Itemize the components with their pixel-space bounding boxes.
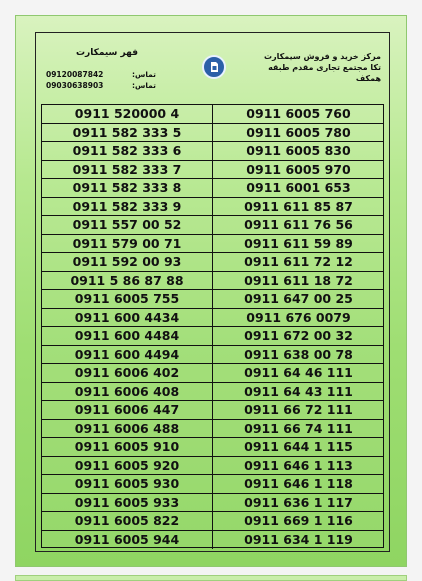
next-sheet-edge xyxy=(15,575,407,581)
number-cell-left: 0911 6006 488 xyxy=(42,420,213,439)
number-cell-right: 0911 646 1 113 xyxy=(213,457,384,476)
number-cell-right: 0911 6005 780 xyxy=(213,124,384,143)
phone-number-2: 09030638903 xyxy=(46,81,104,90)
number-cell-right: 0911 64 46 111 xyxy=(213,364,384,383)
number-cell-left: 0911 582 333 7 xyxy=(42,161,213,180)
number-cell-right: 0911 638 00 78 xyxy=(213,346,384,365)
number-cell-left: 0911 579 00 71 xyxy=(42,235,213,254)
phone-label-2: تماس: xyxy=(131,81,156,90)
number-cell-right: 0911 6005 760 xyxy=(213,105,384,124)
sheet-header xyxy=(36,33,389,99)
number-table xyxy=(41,104,384,548)
number-cell-left: 0911 600 4434 xyxy=(42,309,213,328)
number-cell-right: 0911 6001 653 xyxy=(213,179,384,198)
number-cell-right: 0911 6005 830 xyxy=(213,142,384,161)
price-list-sheet xyxy=(15,15,407,567)
number-cell-right: 0911 611 18 72 xyxy=(213,272,384,291)
number-cell-right: 0911 634 1 119 xyxy=(244,531,353,547)
number-cell-right: 0911 647 00 25 xyxy=(213,290,384,309)
phone-number-1: 09120087842 xyxy=(46,70,104,79)
number-cell-right: 0911 611 76 56 xyxy=(213,216,384,235)
number-cell-left: 0911 582 333 6 xyxy=(42,142,213,161)
number-cell-right: 0911 644 1 115 xyxy=(213,438,384,457)
number-cell-left: 0911 600 4484 xyxy=(42,327,213,346)
sim-card-logo-icon xyxy=(202,55,226,79)
number-cell-left: 0911 600 4494 xyxy=(42,346,213,365)
number-cell-left: 0911 6005 755 xyxy=(42,290,213,309)
sheet-frame xyxy=(35,32,390,552)
number-cell-left: 0911 520000 4 xyxy=(42,105,213,124)
number-cell-left: 0911 582 333 9 xyxy=(42,198,213,217)
shop-info xyxy=(251,51,381,84)
number-cell-right: 0911 611 85 87 xyxy=(213,198,384,217)
number-cell-right: 0911 646 1 118 xyxy=(213,475,384,494)
number-cell-left: 0911 557 00 52 xyxy=(42,216,213,235)
number-cell-right: 0911 611 59 89 xyxy=(213,235,384,254)
shop-name: مرکز خرید و فروش سیمکارت xyxy=(263,52,381,61)
number-cell-right: 0911 66 72 111 xyxy=(213,401,384,420)
number-cell-right: 0911 611 72 12 xyxy=(213,253,384,272)
phone-label-1: تماس: xyxy=(131,70,156,79)
number-cell-left: 0911 6005 944 xyxy=(42,531,213,550)
number-cell-right: 0911 636 1 117 xyxy=(213,494,384,513)
number-cell-left: 0911 6005 822 xyxy=(42,512,213,531)
number-cell-right: 0911 66 74 111 xyxy=(213,420,384,439)
number-cell-right: 0911 669 1 116 xyxy=(213,512,384,531)
number-cell-left: 0911 6006 447 xyxy=(42,401,213,420)
list-title: فهر سیمکارت xyxy=(76,48,138,58)
number-cell-left: 0911 6005 930 xyxy=(42,475,213,494)
number-cell-left: 0911 6005 933 xyxy=(42,494,213,513)
number-cell-left: 0911 5 86 87 88 xyxy=(42,272,213,291)
number-cell-left: 0911 582 333 8 xyxy=(42,179,213,198)
number-cell-left: 0911 6006 408 xyxy=(42,383,213,402)
shop-address: تکا مجتمع تجاری مقدم طبقه همکف xyxy=(268,63,381,83)
number-cell-left: 0911 582 333 5 xyxy=(42,124,213,143)
number-cell-left: 0911 6006 402 xyxy=(42,364,213,383)
number-cell-right: 0911 672 00 32 xyxy=(213,327,384,346)
number-cell-left: 0911 6005 910 xyxy=(42,438,213,457)
number-cell-left: 0911 6005 920 xyxy=(42,457,213,476)
number-cell-left: 0911 592 00 93 xyxy=(42,253,213,272)
number-cell-right: 0911 64 43 111 xyxy=(213,383,384,402)
number-cell-right: 0911 6005 970 xyxy=(213,161,384,180)
number-cell-right: 0911 676 0079 xyxy=(213,309,384,328)
